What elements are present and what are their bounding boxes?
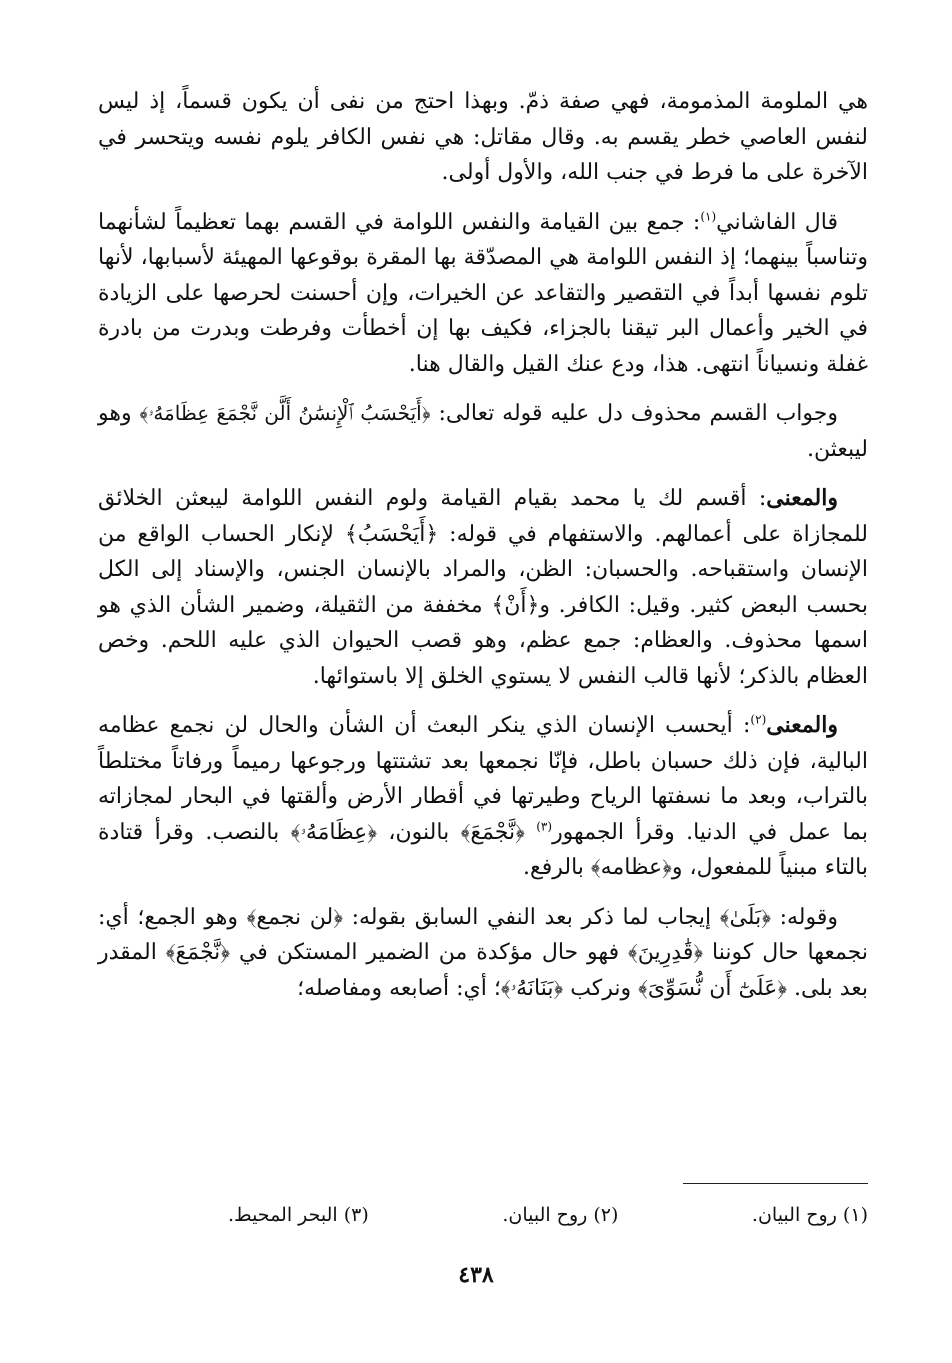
footnotes <box>168 1200 868 1230</box>
meaning-heading-2: والمعنى <box>766 712 838 738</box>
page-body <box>98 84 868 1020</box>
paragraph-3-lead: وجواب القسم محذوف دل عليه قوله تعالى: <box>430 401 839 426</box>
footnote-2: (٢) روح البيان. <box>502 1204 619 1226</box>
paragraph-3-tail: وهو ليبعثن. <box>98 401 868 462</box>
paragraph-5-text-b: ﴿نَّجْمَعَ﴾ بالنون، ﴿عِظَامَهُۥ﴾ بالنصب. وقرأ قتادة بالتاء مبنياً للمفعول، و﴿عظامه﴾ بالرفع. <box>98 819 868 880</box>
footnote-3: (٣) البحر المحيط. <box>228 1204 369 1226</box>
footnote-divider <box>683 1183 868 1184</box>
meaning-heading: والمعنى <box>766 485 838 511</box>
page-number: ٤٣٨ <box>458 1262 494 1288</box>
paragraph-2 <box>98 205 868 383</box>
paragraph-5 <box>98 708 868 886</box>
paragraph-1: هي الملومة المذمومة، فهي صفة ذمّ. وبهذا احتج من نفى أن يكون قسماً، إذ ليس لنفس العاصي خطر يقسم به. وقال مقاتل: هي نفس الكافر يلوم نفسه ويتحسر في الآخرة على ما فرط في جنب الله، والأول أولى. <box>98 89 868 185</box>
quran-verse: ﴿أَيَحْسَبُ ٱلْإِنسَٰنُ أَلَّن نَّجْمَعَ عِظَامَهُۥ﴾ <box>139 401 431 425</box>
paragraph-6: وقوله: ﴿بَلَىٰ﴾ إيجاب لما ذكر بعد النفي السابق بقوله: ﴿لن نجمع﴾ وهو الجمع؛ أي: نجمعها حال كوننا ﴿قَٰدِرِينَ﴾ فهو حال مؤكدة من الضمير المستكن في ﴿نَّجْمَعَ﴾ المقدر بعد بلى. ﴿عَلَىٰٓ أَن نُّسَوِّىَ﴾ ونركب ﴿بَنَانَهُۥ﴾؛ أي: أصابعه ومفاصله؛ <box>98 904 868 1001</box>
footnote-ref-3[interactable]: (٣) <box>536 819 553 834</box>
paragraph-4 <box>98 481 868 694</box>
footnote-ref-1[interactable]: (١) <box>700 209 717 224</box>
footnote-ref-2[interactable]: (٢) <box>750 712 767 727</box>
footnote-1: (١) روح البيان. <box>751 1204 868 1226</box>
paragraph-4-text: : أقسم لك يا محمد بقيام القيامة ولوم النفس اللوامة ليبعثن الخلائق للمجازاة على أعمالهم. والاستفهام في قوله: ﴿أَيَحْسَبُ﴾ لإنكار الحساب الواقع من الإنسان واستقباحه. والحسبان: الظن، والمراد بالإنسان الجنس، والإسناد إلى الكل بحسب البعض كثير. وقيل: الكافر. و﴿أَنْ﴾ مخففة من الثقيلة، وضمير الشأن الذي هو اسمها محذوف. والعظام: جمع عظم، وهو قصب الحيوان الذي عليه اللحم. وخص العظام بالذكر؛ لأنها قالب النفس لا يستوي الخلق إلا باستوائها. <box>98 486 868 689</box>
paragraph-3 <box>98 396 868 467</box>
paragraph-5-text-a: : أيحسب الإنسان الذي ينكر البعث أن الشأن والحال لن نجمع عظامه البالية، فإن ذلك حسبان باطل، فإنّا نجمعها بعد تشتتها ورجوعها رميماً ورفاتاً مختلطاً بالتراب، وبعد ما نسفتها الرياح وطيرتها في أقطار الأرض وألقتها في البحار لمجازاته بما عمل في الدنيا. وقرأ الجمهور <box>98 713 868 845</box>
paragraph-2-text: : جمع بين القيامة والنفس اللوامة في القسم بهما تعظيماً لشأنهما وتناسباً بينهما؛ إذ النفس اللوامة هي المصدّقة بها المقرة بوقوعها المهيئة لأسبابها، لأنها تلوم نفسها أبداً في التقصير والتقاعد عن الخيرات، وإن أحسنت لحرصها على الزيادة في الخير وأعمال البر تيقنا بالجزاء، فكيف بها إن أخطأت وفرطت وبدرت من بادرة غفلة ونسياناً انتهى. هذا، ودع عنك القيل والقال هنا. <box>98 209 868 377</box>
paragraph-2-lead: قال الفاشاني <box>716 209 838 235</box>
